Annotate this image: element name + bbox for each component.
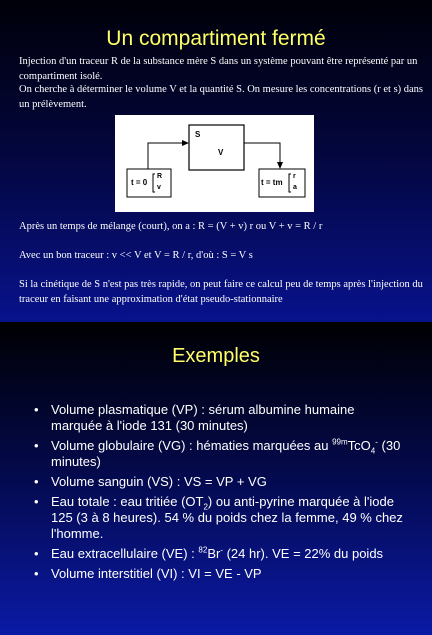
item-formula: Br [207,546,221,561]
intro-paragraph-1: Injection d'un traceur R de la substance mère S dans un système pouvant être représenté par un compartiment isolé. [19,56,418,82]
item-text-post: (24 hr). VE = 22% du poids [222,546,384,561]
compartment-s-label: S [195,130,201,139]
bullet-icon: • [34,438,39,453]
list-item [34,566,404,582]
bullet-icon: • [34,494,39,509]
formula-subscript: 4 [370,446,376,456]
slide2-title: Exemples [172,345,260,367]
right-a-label: a [293,184,297,191]
charge-superscript: - [220,545,223,555]
list-item [34,546,404,562]
slide1-title: Un compartiment fermé [106,27,326,50]
bullet-icon: • [34,474,39,489]
item-text-pre: Eau extracellulaire (VE) : [51,546,199,561]
intro-paragraph-2: On cherche à déterminer le volume V et la quantité S. On mesure les concentrations (r et s) dans un prélèvement. [19,84,424,110]
bullet-icon: • [34,546,39,561]
cinetique-paragraph: Si la cinétique de S n'est pas très rapide, on peut faire ce calcul peu de temps après l'injection du traceur en faisant une approximation d'état pseudo-stationnaire [19,279,423,305]
traceur-paragraph: Avec un bon traceur : v << V et V = R / r, d'où : S = V s [19,250,253,261]
sampling-arrow [244,143,280,165]
item-text-post: (30 minutes) [51,438,401,469]
isotope-superscript: 82 [198,545,208,555]
item-formula: TcO [347,438,371,453]
list-item [34,402,404,434]
sampling-arrowhead [277,162,283,169]
list-item [34,494,404,542]
item-text: Volume sanguin (VS) : VS = VP + VG [51,474,267,489]
list-item [34,438,404,470]
formula-subscript: 2 [203,502,208,512]
diagram-lines [115,115,314,212]
item-text: Volume interstitiel (VI) : VI = VE - VP [51,566,262,581]
left-v-label: v [157,184,161,191]
compartment-v-label: V [218,148,224,157]
item-text-post: ) ou anti-pyrine marquée à l'iode 125 (3 à 8 heures). 54 % du poids chez la femme, 49 % chez l'homme. [51,494,403,541]
left-time-label: t = 0 [131,178,148,187]
right-time-label: t = tm [261,178,283,187]
left-bracket [153,174,155,192]
bullet-icon: • [34,566,39,581]
charge-superscript: - [375,437,378,447]
examples-list [34,402,404,586]
melange-paragraph: Après un temps de mélange (court), on a : R = (V + v) r ou V + v = R / r [19,221,323,232]
item-text: Volume plasmatique (VP) : sérum albumine humaine marquée à l'iode 131 (30 minutes) [51,402,355,433]
left-r-label: R [157,173,163,180]
right-bracket [289,174,291,192]
right-r-label: r [293,173,296,180]
item-text-pre: Eau totale : eau tritiée (OT [51,494,204,509]
slide-exemples [0,326,432,635]
list-item [34,474,404,490]
injection-arrow [148,143,185,169]
item-text-pre: Volume globulaire (VG) : hématies marquées au [51,438,333,453]
bullet-icon: • [34,402,39,417]
compartment-diagram [115,115,314,212]
injection-arrowhead [182,140,189,146]
isotope-superscript: 99m [332,437,348,447]
